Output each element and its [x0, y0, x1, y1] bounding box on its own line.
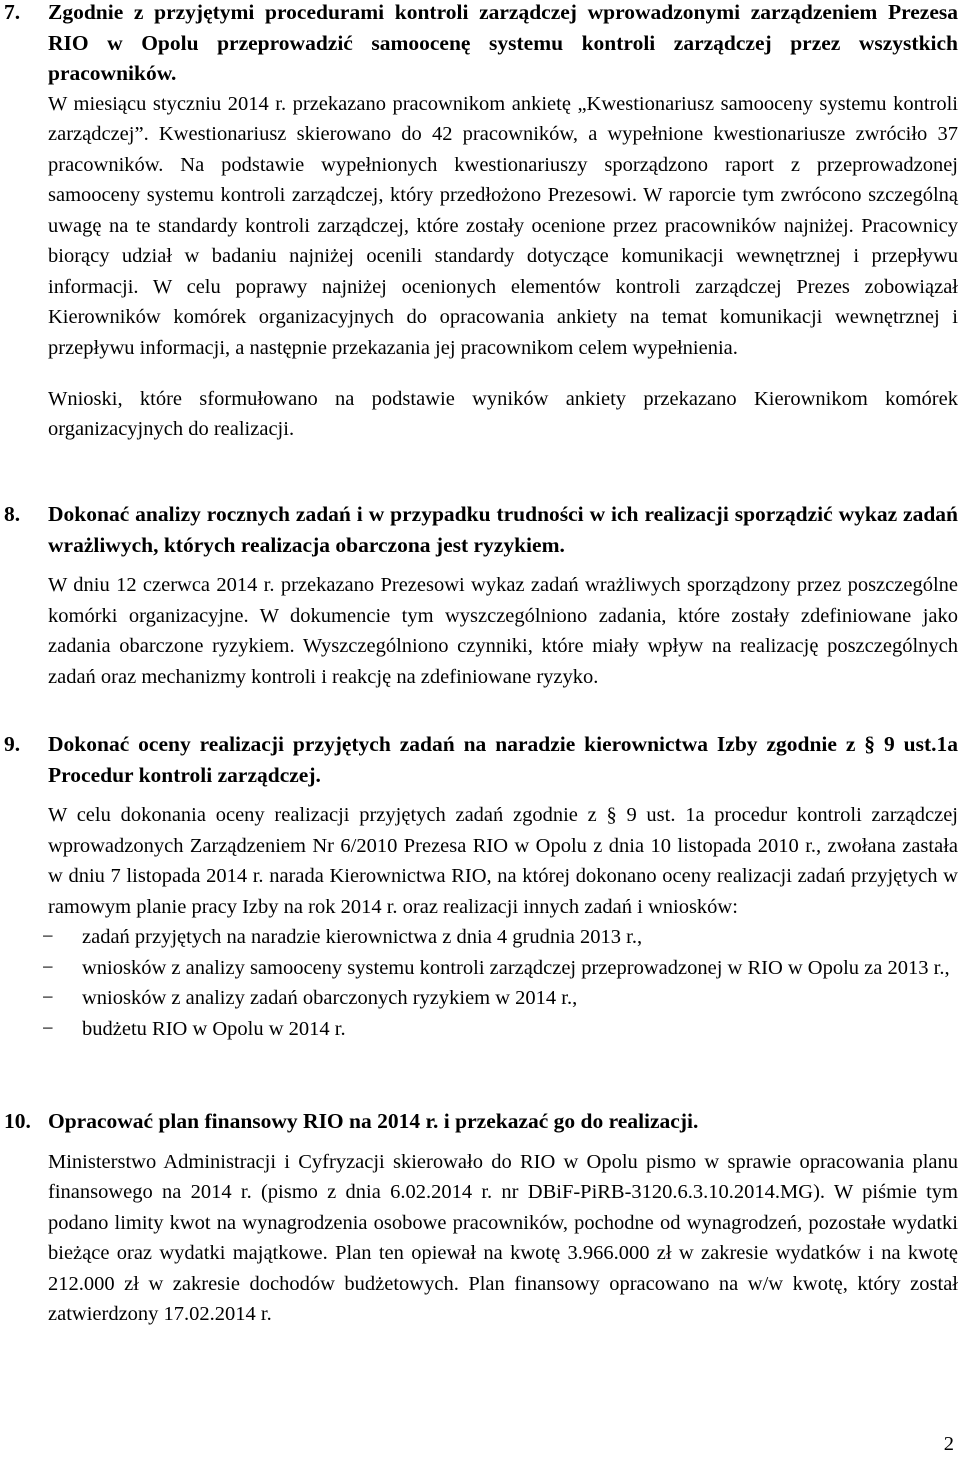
section-9-list	[0, 922, 958, 1044]
list-item: − wniosków z analizy zadań obarczonych ryzykiem w 2014 r.,	[0, 983, 958, 1014]
section-8-number: 8.	[4, 502, 21, 526]
list-item: − wniosków z analizy samooceny systemu kontroli zarządczej przeprowadzonej w RIO w Opolu za 2013 r.,	[0, 953, 958, 984]
section-7	[0, 0, 958, 465]
section-7-paragraph-2: Wnioski, które sformułowano na podstawie wyników ankiety przekazano Kierownikom komórek organizacyjnych do realizacji.	[48, 387, 958, 440]
section-8-paragraph-1: W dniu 12 czerwca 2014 r. przekazano Prezesowi wykaz zadań wrażliwych sporządzony przez poszczególne komórki organizacyjne. W dokumencie tym wyszczególniono zadania, które zostały zdefiniowane jako zadania obarczone ryzykiem. Wyszczególniono czynniki, które miały wpływ na realizację poszczególnych zadań oraz mechanizmy kontroli i reakcję na zdefiniowane ryzyko.	[48, 574, 958, 688]
section-8	[0, 499, 958, 713]
dash-marker: −	[42, 956, 54, 979]
section-10-paragraph-1: Ministerstwo Administracji i Cyfryzacji skierowało do RIO w Opolu pismo w sprawie opracowania planu finansowego na 2014 r. (pismo z dnia 6.02.2014 r. nr DBiF-PiRB-3120.6.3.10.2014.MG). W piśmie tym podano limity kwot na wynagrodzenia osobowe pracowników, pochodne od wynagrodzeń, pozostałe wydatki bieżące oraz wydatki majątkowe. Plan ten opiewał na kwotę 3.966.000 zł w zakresie wydatków i na kwotę 212.000 zł w zakresie dochodów budżetowych. Plan finansowy opracowano na w/w kwotę, który został zatwierdzony 17.02.2014 r.	[48, 1150, 958, 1325]
section-8-heading	[0, 499, 958, 560]
section-9-heading	[0, 729, 958, 790]
section-7-heading-text: Zgodnie z przyjętymi procedurami kontroli zarządczej wprowadzonymi zarządzeniem Prezesa RIO w Opolu przeprowadzić samoocenę systemu kontroli zarządczej przez wszystkich pracowników.	[48, 0, 958, 85]
section-7-heading	[0, 0, 958, 89]
section-9	[0, 729, 958, 1044]
section-9-paragraph-1: W celu dokonania oceny realizacji przyjętych zadań zgodnie z § 9 ust. 1a procedur kontroli zarządczej wprowadzonych Zarządzeniem Nr 6/2010 Prezesa RIO w Opolu z dnia 10 listopada 2010 r., zwołana zastała w dniu 7 listopada 2014 r. narada Kierownictwa RIO, na której dokonano oceny realizacji zadań przyjętych w ramowym planie pracy Izby na rok 2014 r. oraz realizacji innych zadań i wniosków:	[48, 804, 958, 918]
list-item: − budżetu RIO w Opolu w 2014 r.	[0, 1014, 958, 1045]
section-10	[0, 1106, 958, 1350]
section-8-heading-text: Dokonać analizy rocznych zadań i w przypadku trudności w ich realizacji sporządzić wykaz zadań wrażliwych, których realizacja obarczona jest ryzykiem.	[48, 502, 958, 557]
section-9-heading-text: Dokonać oceny realizacji przyjętych zadań na naradzie kierownictwa Izby zgodnie z § 9 ust.1a Procedur kontroli zarządczej.	[48, 732, 958, 787]
section-10-number: 10.	[4, 1109, 31, 1133]
section-9-number: 9.	[4, 732, 21, 756]
dash-marker: −	[42, 1017, 54, 1040]
section-7-number: 7.	[4, 0, 21, 24]
section-10-heading-text: Opracować plan finansowy RIO na 2014 r. i przekazać go do realizacji.	[48, 1109, 699, 1133]
dash-marker: −	[42, 987, 54, 1009]
section-7-paragraph-1: W miesiącu styczniu 2014 r. przekazano pracownikom ankietę „Kwestionariusz samooceny systemu kontroli zarządczej”. Kwestionariusz skierowano do 42 pracowników, a wypełnione kwestionariusze zwróciło 37 pracowników. Na podstawie wypełnionych kwestionariuszy sporządzono raport z przeprowadzonej samooceny systemu kontroli zarządczej, który przedłożono Prezesowi. W raporcie tym zwrócono szczególną uwagę na te standardy kontroli zarządczej, które zostały ocenione przez pracowników najniżej. Pracownicy biorący udział w badaniu najniżej ocenili standardy dotyczące komunikacji wewnętrznej i przepływu informacji. W celu poprawy najniżej ocenionych elementów kontroli zarządczej Prezes zobowiązał Kierowników komórek organizacyjnych do opracowania ankiety na temat komunikacji wewnętrznej i przepływu informacji, a następnie przekazania jej pracownikom celem wypełnienia.	[48, 92, 958, 359]
list-item: − zadań przyjętych na naradzie kierownictwa z dnia 4 grudnia 2013 r.,	[0, 922, 958, 953]
page-number: 2	[943, 1433, 954, 1455]
section-10-heading	[0, 1106, 958, 1137]
dash-marker: −	[42, 926, 54, 948]
